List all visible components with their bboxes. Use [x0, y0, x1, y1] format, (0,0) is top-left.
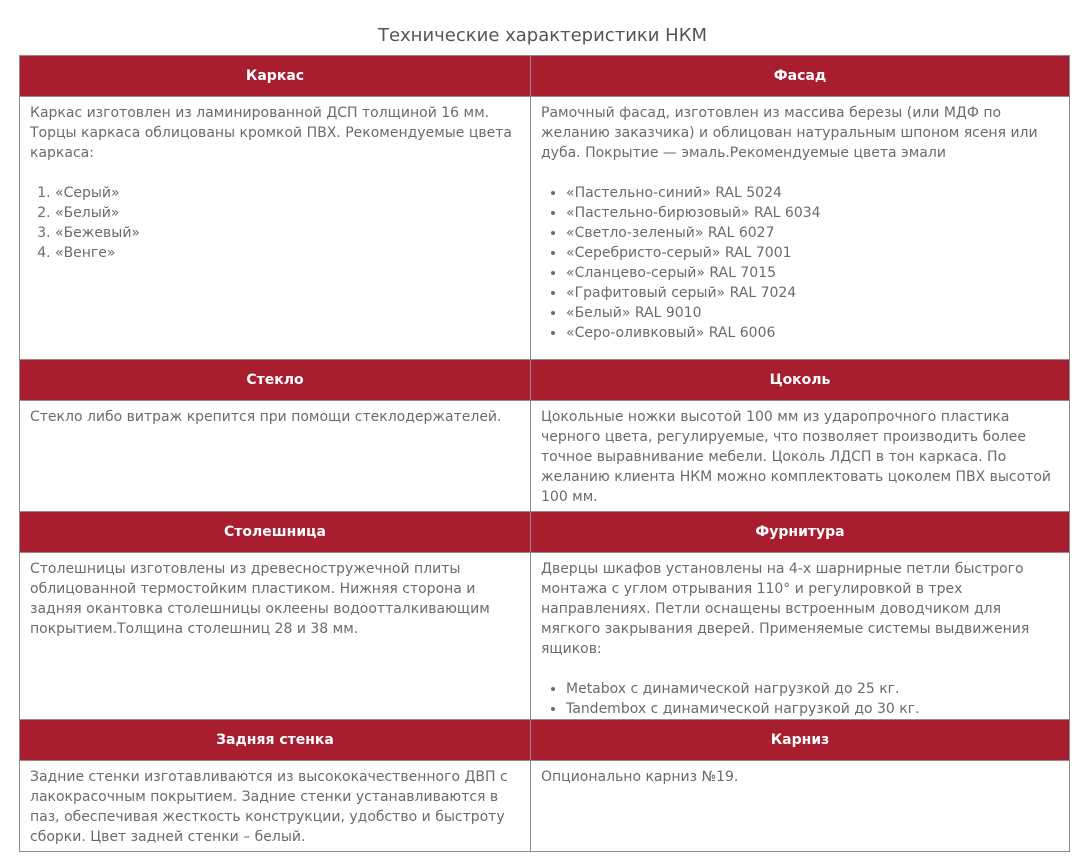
section-heading-stoleshnitsa: Столешница [20, 512, 531, 553]
content-row [20, 761, 1070, 852]
header-row [20, 720, 1070, 761]
section-heading-steklo: Стекло [20, 360, 531, 401]
list-item: • «Пастельно-бирюзовый» RAL 6034 [566, 203, 1059, 223]
list-item: • «Пастельно-синий» RAL 5024 [566, 183, 1059, 203]
list-item: • «Серебристо-серый» RAL 7001 [566, 243, 1059, 263]
section-heading-zadnyaya-stenka: Задняя стенка [20, 720, 531, 761]
list-item: • «Графитовый серый» RAL 7024 [566, 283, 1059, 303]
page-title: Технические характеристики НКМ [377, 25, 708, 46]
list-item: • «Сланцево-серый» RAL 7015 [566, 263, 1059, 283]
section-content-karkas [20, 97, 531, 360]
section-content-tsokol [531, 401, 1070, 512]
section-text: Дверцы шкафов установлены на 4-х шарнирные петли быстрого монтажа с углом отрывания 110° и регулировкой в трех направлениях. Петли оснащены встроенным доводчиком для мягкого закрывания дверей. Применяемые системы выдвижения ящиков: [541, 561, 1030, 657]
list-item: 3. «Бежевый» [55, 223, 520, 243]
drawer-system-list [541, 679, 1059, 719]
section-text: Задние стенки изготавливаются из высококачественного ДВП с лакокрасочным покрытием. Задние стенки устанавливаются в паз, обеспечивая жесткость конструкции, удобство и быстроту сборки. Цвет задней стенки – белый. [30, 769, 508, 845]
list-item: 1. «Серый» [55, 183, 520, 203]
list-item: • «Серо-оливковый» RAL 6006 [566, 323, 1059, 343]
list-item: 4. «Венге» [55, 243, 520, 263]
specs-table [19, 55, 1070, 852]
section-content-fasad [531, 97, 1070, 360]
section-content-stoleshnitsa [20, 553, 531, 720]
section-content-karniz [531, 761, 1070, 852]
section-text: Каркас изготовлен из ламинированной ДСП толщиной 16 мм. Торцы каркаса облицованы кромкой ПВХ. Рекомендуемые цвета каркаса: [30, 105, 513, 161]
section-heading-furnitura: Фурнитура [531, 512, 1070, 553]
section-heading-fasad: Фасад [531, 56, 1070, 97]
section-heading-karkas: Каркас [20, 56, 531, 97]
section-content-steklo [20, 401, 531, 512]
header-row [20, 56, 1070, 97]
list-item: • Tandembox с динамической нагрузкой до 30 кг. [566, 699, 1059, 719]
list-item: • «Светло-зеленый» RAL 6027 [566, 223, 1059, 243]
section-text: Рамочный фасад, изготовлен из массива березы (или МДФ по желанию заказчика) и облицован натуральным шпоном ясеня или дуба. Покрытие — эмаль.Рекомендуемые цвета эмали [541, 105, 1038, 161]
header-row [20, 360, 1070, 401]
section-text: Столешницы изготовлены из древесностружечной плиты облицованной термостойким пластиком. Нижняя сторона и задняя окантовка столешницы оклеены водоотталкивающим покрытием.Толщина столешниц 28 и 38 мм. [30, 561, 490, 637]
section-text: Цокольные ножки высотой 100 мм из ударопрочного пластика черного цвета, регулируемые, что позволяет производить более точное выравнивание мебели. Цоколь ЛДСП в тон каркаса. По желанию клиента НКМ можно комплектовать цоколем ПВХ высотой 100 мм. [541, 409, 1052, 505]
content-row [20, 553, 1070, 720]
section-content-furnitura [531, 553, 1070, 720]
enamel-color-list [541, 183, 1059, 343]
list-item: • «Белый» RAL 9010 [566, 303, 1059, 323]
section-content-zadnyaya-stenka [20, 761, 531, 852]
section-heading-karniz: Карниз [531, 720, 1070, 761]
section-text: Опционально карниз №19. [541, 769, 739, 785]
list-item: • Metabox с динамической нагрузкой до 25 кг. [566, 679, 1059, 699]
section-heading-tsokol: Цоколь [531, 360, 1070, 401]
frame-color-list [30, 183, 520, 263]
section-text: Стекло либо витраж крепится при помощи стеклодержателей. [30, 409, 502, 425]
content-row [20, 97, 1070, 360]
content-row [20, 401, 1070, 512]
list-item: 2. «Белый» [55, 203, 520, 223]
header-row [20, 512, 1070, 553]
